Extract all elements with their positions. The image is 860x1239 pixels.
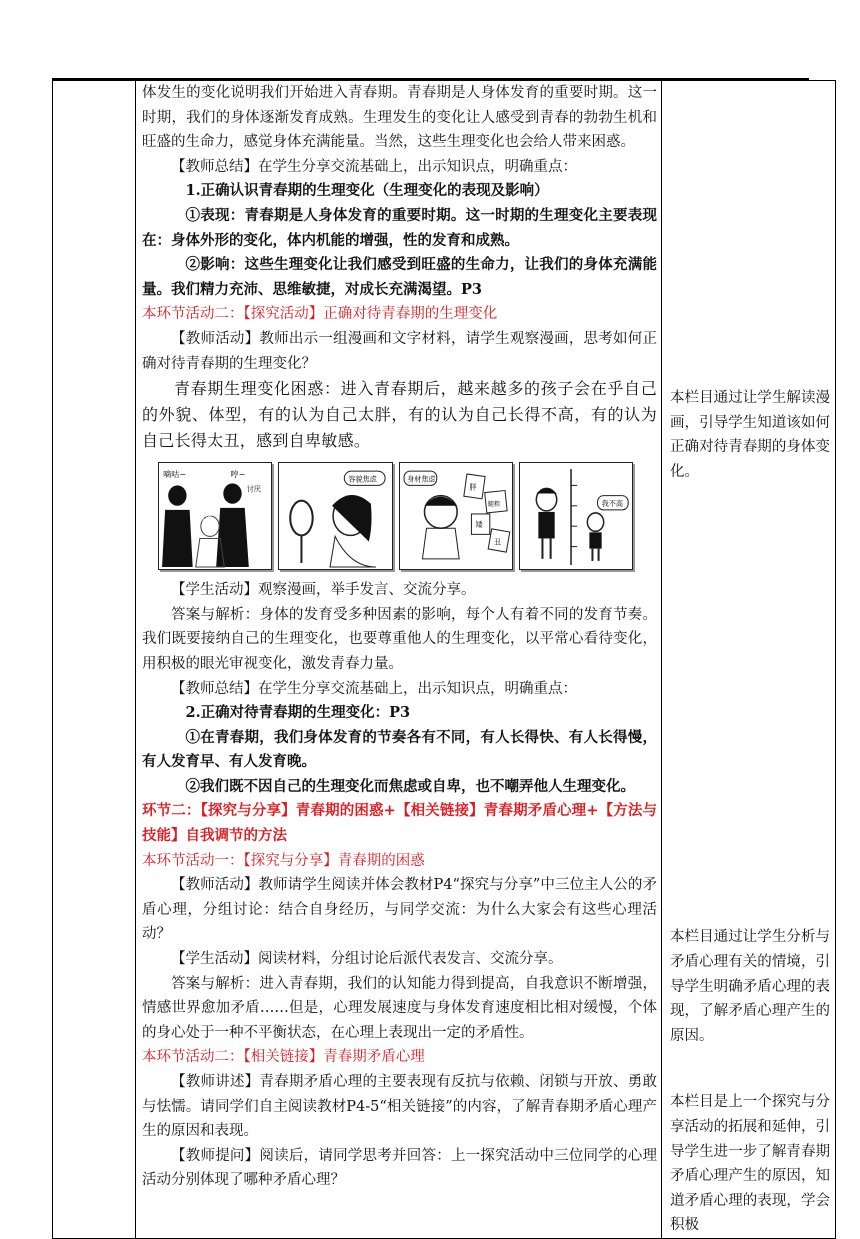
comic-panel-3	[399, 462, 513, 570]
comic-panel-4	[519, 462, 633, 570]
answer-analysis-1: 答案与解析：身体的发育受多种因素的影响，每个人有着不同的发育节奏。我们既要接纳自己的生理变化，也要尊重他人的生理变化，以平常心看待变化，用积极的眼光审视变化，激发青春力量。	[142, 606, 657, 672]
point-1-influence: ②影响：这些生理变化让我们感受到旺盛的生命力，让我们的身体充满能量。我们精力充沛、思维敏捷，对成长充满渴望。P3	[142, 256, 657, 298]
comic-text-2: 容貌焦虑	[348, 474, 378, 484]
design-note-2: 本栏目通过让学生分析与矛盾心理有关的情境，引导学生明确矛盾心理的表现，了解矛盾心理产生的原因。	[670, 929, 830, 1044]
comic-text-1d: 自卑	[197, 513, 213, 523]
section-2-heading-text: 环节二：【探究与分享】青春期的困惑+【相关链接】青春期矛盾心理+【方法与技能】自我调节的方法	[142, 802, 657, 845]
teacher-question: 【教师提问】阅读后，请同学思考并回答：上一探究活动中三位同学的心理活动分别体现了哪种矛盾心理？	[142, 1147, 657, 1189]
teacher-activity-comics: 【教师活动】教师出示一组漫画和文字材料，请学生观察漫画，思考如何正确对待青春期的生理变化？	[142, 330, 657, 372]
comic-panel-2	[278, 462, 392, 570]
section-2-heading	[142, 799, 657, 848]
paragraph-body-change: 体发生的变化说明我们开始进入青春期。青春期是人身体发育的重要时期。这一时期，我们的身体逐渐发育成熟。生理发生的变化让人感受到青春的勃勃生机和旺盛的生命力，感觉身体充满能量。当然，这些生理变化也会给人带来困惑。	[142, 85, 657, 151]
design-note-3: 本栏目是上一个探究与分享活动的拓展和延伸，引导学生进一步了解青春期矛盾心理产生的原因，知道矛盾心理的表现，学会积极	[670, 1094, 830, 1234]
teacher-activity-discussion: 【教师活动】教师请学生阅读并体会教材P4“探究与分享”中三位主人公的矛盾心理，分组讨论：结合自身经历，与同学交流：为什么大家会有这些心理活动？	[142, 877, 657, 943]
comic-text-4: 我不高	[601, 498, 623, 508]
comic-panel-1	[158, 462, 272, 570]
blank-column-cell	[53, 81, 136, 1239]
design-note-1: 本栏目通过让学生解读漫画，引导学生知道该如何正确对待青春期的身体变化。	[670, 390, 830, 480]
teacher-narration: 【教师讲述】青春期矛盾心理的主要表现有反抗与依赖、闭锁与开放、勇敢与怯懦。请同学们自主阅读教材P4-5“相关链接”的内容，了解青春期矛盾心理产生的原因和表现。	[142, 1074, 657, 1140]
comic-panel-3-art	[400, 463, 512, 569]
answer-analysis-2: 答案与解析：进入青春期，我们的认知能力得到提高，自我意识不断增强，情感世界愈加矛盾……但是，心理发展速度与身体发育速度相比相对缓慢，个体的身心处于一种不平衡状态，在心理上表现出一定的矛盾性。	[142, 975, 657, 1041]
activity-2-heading: 本环节活动二：【探究活动】正确对待青春期的生理变化	[142, 306, 498, 323]
comic-tag-4: 丑	[493, 537, 501, 547]
knowledge-point-1: 1.正确认识青春期的生理变化（生理变化的表现及影响）	[185, 182, 549, 200]
comic-text-1b: 哼~	[230, 469, 246, 480]
teacher-summary-2: 【教师总结】在学生分享交流基础上，出示知识点，明确重点：	[171, 680, 577, 697]
comic-tag-2: 腿粗	[487, 500, 500, 508]
comic-text-1a: 嘀咕~	[163, 469, 187, 480]
teacher-summary-1: 【教师总结】在学生分享交流基础上，出示知识点，明确重点：	[171, 158, 577, 175]
material-puberty-confusion: 青春期生理变化困惑：进入青春期后，越来越多的孩子会在乎自己的外貌、体型，有的认为自己太胖，有的认为自己长得不高，有的认为自己长得太丑，感到自卑敏感。	[142, 379, 657, 451]
comic-panel-2-art	[279, 463, 391, 569]
comic-strip	[158, 462, 633, 570]
lesson-plan-table	[52, 80, 836, 1239]
comic-tag-1: 胖	[468, 482, 477, 492]
comic-text-1c: 讨厌	[246, 484, 262, 494]
student-activity-1: 【学生活动】观察漫画，举手发言、交流分享。	[171, 582, 476, 599]
comic-panel-1-art	[159, 463, 271, 569]
comic-text-3: 身材焦虑	[406, 474, 436, 484]
point-1-manifestation: ①表现：青春期是人身体发育的重要时期。这一时期的生理变化主要表现在：身体外形的变化，体内机能的增强，性的发育和成熟。	[142, 206, 657, 249]
comic-panel-4-art	[520, 463, 632, 569]
comic-tag-3: 矮	[475, 520, 483, 530]
notes-column-cell	[662, 81, 836, 1239]
point-2-attitude: ②我们既不因自己的生理变化而焦虑或自卑，也不嘲弄他人生理变化。	[185, 777, 635, 795]
point-2-rhythm: ①在青春期，我们身体发育的节奏各有不同，有人长得快、有人长得慢，有人发育早、有人发育晚。	[142, 728, 657, 771]
student-activity-2: 【学生活动】阅读材料，分组讨论后派代表发言、交流分享。	[171, 951, 563, 968]
process-column-cell	[136, 81, 662, 1239]
knowledge-point-2: 2.正确对待青春期的生理变化：P3	[185, 704, 411, 722]
section-2-activity-1-heading: 本环节活动一：【探究与分享】青春期的困惑	[142, 852, 425, 869]
section-2-activity-2-heading: 本环节活动二：【相关链接】青春期矛盾心理	[142, 1049, 425, 1066]
